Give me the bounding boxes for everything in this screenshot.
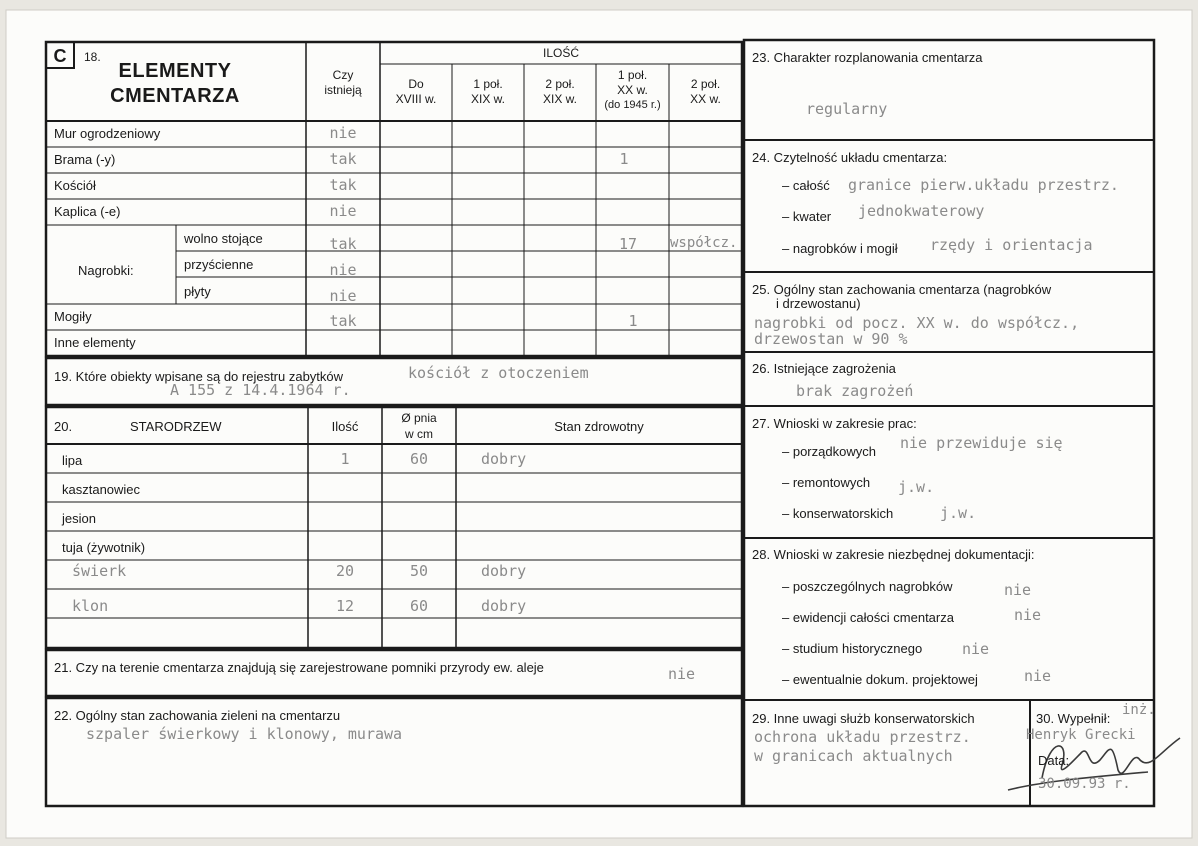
row-exists-wall-tombs: nie [329, 261, 357, 279]
remarks-label: 29. Inne uwagi służb konserwatorskich [752, 711, 975, 726]
row-exists-chapel: nie [329, 202, 357, 220]
filled-name: Henryk Grecki [1026, 727, 1136, 743]
row-exists-free-standing: tak [329, 235, 357, 253]
period-1-line2: XVIII w. [395, 92, 437, 106]
registry-value-1: kościół z otoczeniem [408, 364, 589, 382]
exists-header-2: istnieją [324, 83, 362, 97]
tree-name-3: jesion [62, 511, 96, 526]
trees-col-diam-2: w cm [405, 427, 433, 441]
period-2-line2: XIX w. [470, 92, 505, 106]
filled-date-value: 30.09.93 r. [1038, 776, 1131, 792]
tree-health-5: dobry [481, 562, 527, 580]
layout-label: 23. Charakter rozplanowania cmentarza [752, 50, 983, 65]
legibility-whole-value: granice pierw.układu przestrz. [848, 176, 1119, 194]
row-count-gate: 1 [619, 150, 629, 168]
elements-title-line1: ELEMENTY [118, 60, 232, 82]
period-3-line1: 2 poł. [545, 77, 575, 91]
period-4-line1: 1 poł. [617, 68, 648, 82]
row-exists-graves: tak [329, 312, 357, 330]
tree-diam-1: 60 [409, 450, 429, 468]
legibility-whole-label: – całość [782, 178, 830, 193]
documentation-label: 28. Wnioski w zakresie niezbędnej dokumentacji: [752, 547, 1035, 562]
period-5-line1: 2 poł. [690, 77, 721, 91]
tree-name-1: lipa [62, 453, 83, 468]
tree-name-6: klon [72, 597, 109, 615]
tree-name-4: tuja (żywotnik) [62, 540, 146, 555]
trees-number: 20. [54, 419, 73, 434]
tree-health-6: dobry [481, 597, 527, 615]
tree-diam-5: 50 [409, 562, 429, 580]
nature-value: nie [668, 665, 696, 683]
period-5-line2: XX w. [690, 92, 721, 106]
tree-name-2: kasztanowiec [62, 482, 141, 497]
documentation-item-1-label: – poszczególnych nagrobków [782, 579, 953, 594]
registry-value-2: A 155 z 14.4.1964 r. [170, 381, 351, 399]
trees-col-health: Stan zdrowotny [554, 419, 644, 434]
row-label-slabs: płyty [184, 284, 211, 299]
exists-header-1: Czy [332, 68, 354, 82]
works-conserv-value: j.w. [940, 504, 977, 522]
legibility-quarters-value: jednokwaterowy [858, 202, 985, 220]
trees-col-diam-1: Ø pnia [401, 411, 437, 425]
works-repair-label: – remontowych [782, 475, 871, 490]
documentation-item-1-value: nie [1004, 581, 1032, 599]
documentation-item-2-value: nie [1014, 606, 1042, 624]
works-conserv-label: – konserwatorskich [782, 506, 894, 521]
threats-label: 26. Istniejące zagrożenia [752, 361, 896, 376]
trees-title: STARODRZEW [130, 419, 222, 434]
period-3-line2: XIX w. [542, 92, 577, 106]
legibility-label: 24. Czytelność układu cmentarza: [752, 150, 948, 165]
row-label-gate: Brama (-y) [54, 152, 116, 167]
nature-label: 21. Czy na terenie cmentarza znajdują się zarejestrowane pomniki przyrody ew. aleje [54, 660, 544, 675]
registry-label: 19. Które obiekty wpisane są do rejestru zabytków [54, 369, 344, 384]
row-exists-slabs: nie [329, 287, 357, 305]
row-exists-church: tak [329, 176, 357, 194]
filled-label: 30. Wypełnił: [1036, 711, 1111, 726]
tombs-label: Nagrobki: [78, 263, 134, 278]
remarks-value-2: w granicach aktualnych [754, 747, 953, 765]
documentation-item-3-label: – studium historycznego [782, 641, 923, 656]
greenery-value: szpaler świerkowy i klonowy, murawa [86, 725, 403, 743]
tree-diam-6: 60 [409, 597, 429, 615]
tree-qty-5: 20 [335, 562, 355, 580]
row-extra-free-standing: współcz. [670, 235, 738, 251]
tree-qty-1: 1 [340, 450, 350, 468]
row-label-wall-tombs: przyścienne [184, 257, 254, 272]
remarks-value-1: ochrona układu przestrz. [754, 728, 971, 746]
legibility-tombs-label: – nagrobków i mogił [782, 241, 898, 256]
row-count-graves: 1 [628, 312, 638, 330]
row-label-church: Kościół [54, 178, 96, 193]
works-label: 27. Wnioski w zakresie prac: [752, 416, 917, 431]
condition-label-1: 25. Ogólny stan zachowania cmentarza (nagrobków [752, 282, 1052, 297]
period-4-line3: (do 1945 r.) [604, 99, 661, 111]
row-exists-gate: tak [329, 150, 357, 168]
quantity-header: ILOŚĆ [542, 46, 579, 60]
tree-name-5: świerk [72, 562, 127, 580]
greenery-label: 22. Ogólny stan zachowania zieleni na cmentarzu [54, 708, 341, 723]
period-2-line1: 1 poł. [473, 77, 503, 91]
row-label-chapel: Kaplica (-e) [54, 204, 121, 219]
condition-value-1: nagrobki od pocz. XX w. do współcz., [754, 314, 1080, 332]
works-order-value: nie przewiduje się [900, 434, 1063, 452]
documentation-item-2-label: – ewidencji całości cmentarza [782, 610, 954, 625]
tree-health-1: dobry [481, 450, 527, 468]
row-label-free-standing: wolno stojące [184, 231, 263, 246]
row-label-other: Inne elementy [54, 335, 136, 350]
row-exists-wall: nie [329, 124, 357, 142]
trees-col-qty: Ilość [331, 419, 359, 434]
works-repair-value: j.w. [898, 478, 935, 496]
condition-label-2: i drzewostanu) [776, 296, 861, 311]
filled-date-label: Data: [1038, 753, 1070, 768]
row-label-graves: Mogiły [54, 309, 92, 324]
legibility-quarters-label: – kwater [782, 209, 832, 224]
filled-title: inż. [1122, 702, 1156, 718]
documentation-item-4-label: – ewentualnie dokum. projektowej [782, 672, 978, 687]
elements-title-line2: CMENTARZA [110, 85, 240, 107]
documentation-item-3-value: nie [962, 640, 990, 658]
documentation-item-4-value: nie [1024, 667, 1052, 685]
tree-qty-6: 12 [335, 597, 355, 615]
row-label-wall: Mur ogrodzeniowy [54, 126, 161, 141]
section-letter: C [53, 46, 67, 66]
layout-value: regularny [806, 100, 888, 118]
works-order-label: – porządkowych [782, 444, 876, 459]
period-4-line2: XX w. [617, 83, 648, 97]
condition-value-2: drzewostan w 90 % [754, 330, 908, 348]
elements-number: 18. [84, 50, 101, 64]
period-1-line1: Do [408, 77, 424, 91]
legibility-tombs-value: rzędy i orientacja [930, 236, 1093, 254]
threats-value: brak zagrożeń [796, 382, 914, 400]
row-count-free-standing: 17 [618, 235, 638, 253]
